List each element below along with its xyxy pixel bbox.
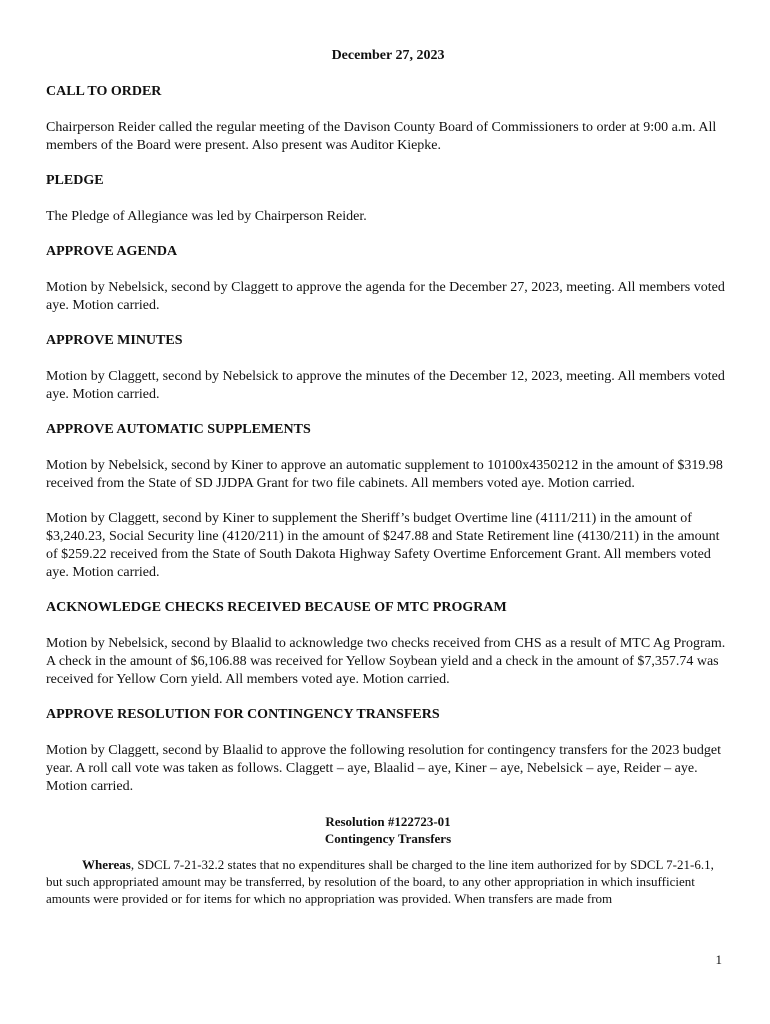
document-page bbox=[46, 47, 730, 907]
whereas-text: , SDCL 7-21-32.2 states that no expenditures shall be charged to the line item authorized for by SDCL 7-21-6.1, but such appropriated amount may be transferred, by resolution of the board, to any other appropriation in which insufficient amounts were provided or for items for which no appropriation was provided. When transfers are made from bbox=[46, 857, 714, 906]
paragraph-contingency-transfers: Motion by Claggett, second by Blaalid to approve the following resolution for contingency transfers for the 2023 budget year. A roll call vote was taken as follows. Claggett – aye, Blaalid – aye, Kiner – aye, Nebelsick – aye, Reider – aye. Motion carried. bbox=[46, 743, 721, 794]
heading-approve-agenda: APPROVE AGENDA bbox=[46, 244, 178, 259]
heading-contingency-transfers: APPROVE RESOLUTION FOR CONTINGENCY TRANSFERS bbox=[46, 707, 440, 722]
paragraph-supplement-sheriff: Motion by Claggett, second by Kiner to supplement the Sheriff’s budget Overtime line (4111/211) in the amount of $3,240.23, Social Security line (4120/211) in the amount of $247.88 and State Retirement line (4130/211) in the amount of $259.22 received from the State of South Dakota Highway Safety Overtime Enforcement Grant. All members voted aye. Motion carried. bbox=[46, 511, 720, 580]
paragraph-pledge: The Pledge of Allegiance was led by Chairperson Reider. bbox=[46, 209, 367, 224]
heading-approve-minutes: APPROVE MINUTES bbox=[46, 333, 183, 348]
resolution-title: Contingency Transfers bbox=[324, 831, 452, 846]
paragraph-approve-agenda: Motion by Nebelsick, second by Claggett to approve the agenda for the December 27, 2023, meeting. All members voted aye. Motion carried. bbox=[46, 280, 725, 313]
page-number: 1 bbox=[715, 952, 722, 967]
meeting-date: December 27, 2023 bbox=[331, 48, 445, 63]
resolution-number: Resolution #122723-01 bbox=[325, 814, 451, 829]
heading-mtc-checks: ACKNOWLEDGE CHECKS RECEIVED BECAUSE OF MTC PROGRAM bbox=[46, 600, 507, 615]
heading-pledge: PLEDGE bbox=[46, 173, 104, 188]
paragraph-mtc-checks: Motion by Nebelsick, second by Blaalid to acknowledge two checks received from CHS as a result of MTC Ag Program. A check in the amount of $6,106.88 was received for Yellow Soybean yield and a check in the amount of $7,357.74 was received for Yellow Corn yield. All members voted aye. Motion carried. bbox=[46, 636, 726, 687]
paragraph-approve-minutes: Motion by Claggett, second by Nebelsick to approve the minutes of the December 12, 2023, meeting. All members voted aye. Motion carried. bbox=[46, 369, 725, 402]
heading-call-to-order: CALL TO ORDER bbox=[46, 84, 162, 99]
heading-automatic-supplements: APPROVE AUTOMATIC SUPPLEMENTS bbox=[46, 422, 311, 437]
paragraph-call-to-order: Chairperson Reider called the regular meeting of the Davison County Board of Commissioners to order at 9:00 a.m. All members of the Board were present. Also present was Auditor Kiepke. bbox=[46, 120, 717, 153]
paragraph-supplement-jjdpa: Motion by Nebelsick, second by Kiner to approve an automatic supplement to 10100x4350212 in the amount of $319.98 received from the State of SD JJDPA Grant for two file cabinets. All members voted aye. Motion carried. bbox=[46, 458, 723, 491]
resolution-whereas-paragraph bbox=[46, 856, 730, 907]
whereas-label: Whereas bbox=[82, 857, 131, 872]
